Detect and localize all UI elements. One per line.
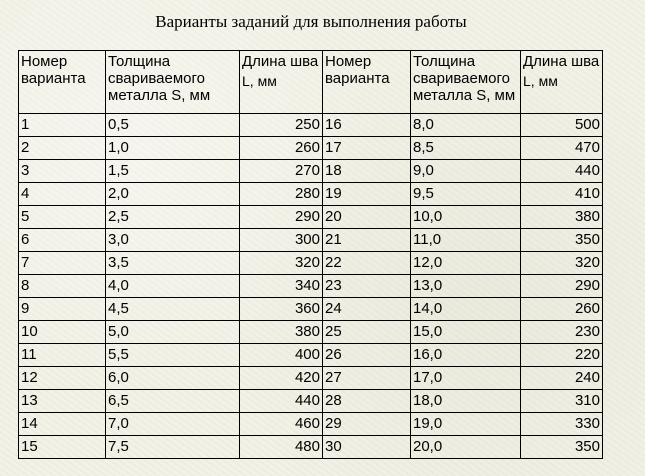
thickness-cell: 9,0	[411, 160, 521, 183]
thickness-cell: 4,5	[106, 298, 240, 321]
length-cell: 440	[521, 160, 603, 183]
table-row	[19, 413, 603, 436]
variant-number-cell: 11	[19, 344, 106, 367]
thickness-cell: 12,0	[411, 252, 521, 275]
header-thickness-line1: Толщина	[108, 53, 171, 70]
variant-number-cell: 6	[19, 229, 106, 252]
table-row	[19, 275, 603, 298]
thickness-cell: 0,5	[106, 114, 240, 137]
table-row	[19, 344, 603, 367]
thickness-cell: 10,0	[411, 206, 521, 229]
length-cell: 260	[240, 137, 323, 160]
length-cell: 380	[240, 321, 323, 344]
variant-number-cell: 24	[323, 298, 411, 321]
table-body	[19, 114, 603, 459]
header-length-line2: L, мм	[523, 73, 558, 89]
thickness-cell: 2,0	[106, 183, 240, 206]
length-cell: 320	[240, 252, 323, 275]
length-cell: 290	[240, 206, 323, 229]
thickness-cell: 7,5	[106, 436, 240, 459]
header-variant-line1: Номер	[21, 53, 68, 70]
length-cell: 250	[240, 114, 323, 137]
thickness-cell: 17,0	[411, 367, 521, 390]
variant-number-cell: 8	[19, 275, 106, 298]
thickness-cell: 5,5	[106, 344, 240, 367]
length-cell: 460	[240, 413, 323, 436]
header-thickness-right	[411, 51, 521, 114]
header-thickness-line3: металла S, мм	[413, 87, 516, 104]
length-cell: 480	[240, 436, 323, 459]
table-row	[19, 390, 603, 413]
length-cell: 410	[521, 183, 603, 206]
variant-number-cell: 19	[323, 183, 411, 206]
thickness-cell: 15,0	[411, 321, 521, 344]
variant-number-cell: 30	[323, 436, 411, 459]
header-variant-line2: варианта	[325, 70, 390, 87]
table-row	[19, 183, 603, 206]
thickness-cell: 4,0	[106, 275, 240, 298]
thickness-cell: 19,0	[411, 413, 521, 436]
length-cell: 340	[240, 275, 323, 298]
variant-number-cell: 1	[19, 114, 106, 137]
variant-number-cell: 28	[323, 390, 411, 413]
length-cell: 220	[521, 344, 603, 367]
table-row	[19, 252, 603, 275]
header-variant-line1: Номер	[325, 53, 372, 70]
length-cell: 440	[240, 390, 323, 413]
thickness-cell: 20,0	[411, 436, 521, 459]
length-cell: 230	[521, 321, 603, 344]
table-row	[19, 160, 603, 183]
thickness-cell: 6,5	[106, 390, 240, 413]
length-cell: 260	[521, 298, 603, 321]
length-cell: 360	[240, 298, 323, 321]
table-row	[19, 114, 603, 137]
table-row	[19, 367, 603, 390]
variant-number-cell: 10	[19, 321, 106, 344]
length-cell: 380	[521, 206, 603, 229]
table-row	[19, 436, 603, 459]
table-row	[19, 206, 603, 229]
table-row	[19, 321, 603, 344]
variant-number-cell: 9	[19, 298, 106, 321]
thickness-cell: 11,0	[411, 229, 521, 252]
thickness-cell: 5,0	[106, 321, 240, 344]
header-variant-line2: варианта	[21, 70, 86, 87]
variant-number-cell: 18	[323, 160, 411, 183]
table-header-row	[19, 51, 603, 114]
variant-number-cell: 25	[323, 321, 411, 344]
length-cell: 420	[240, 367, 323, 390]
header-length-left	[240, 51, 323, 114]
thickness-cell: 8,5	[411, 137, 521, 160]
header-variant-number-left	[19, 51, 106, 114]
variant-number-cell: 20	[323, 206, 411, 229]
header-thickness-line3: металла S, мм	[108, 87, 211, 104]
thickness-cell: 1,5	[106, 160, 240, 183]
variant-number-cell: 16	[323, 114, 411, 137]
thickness-cell: 3,0	[106, 229, 240, 252]
variant-number-cell: 27	[323, 367, 411, 390]
length-cell: 500	[521, 114, 603, 137]
header-length-line1: Длина шва	[523, 53, 600, 70]
table-row	[19, 298, 603, 321]
length-cell: 290	[521, 275, 603, 298]
header-length-right	[521, 51, 603, 114]
length-cell: 270	[240, 160, 323, 183]
header-length-line1: Длина шва	[242, 53, 319, 70]
table-row	[19, 137, 603, 160]
variant-number-cell: 3	[19, 160, 106, 183]
variants-table	[18, 50, 603, 459]
thickness-cell: 9,5	[411, 183, 521, 206]
thickness-cell: 18,0	[411, 390, 521, 413]
thickness-cell: 7,0	[106, 413, 240, 436]
thickness-cell: 3,5	[106, 252, 240, 275]
variant-number-cell: 13	[19, 390, 106, 413]
thickness-cell: 2,5	[106, 206, 240, 229]
header-thickness-line2: свариваемого	[108, 70, 205, 87]
thickness-cell: 8,0	[411, 114, 521, 137]
length-cell: 350	[521, 436, 603, 459]
thickness-cell: 16,0	[411, 344, 521, 367]
page-title: Варианты заданий для выполнения работы	[155, 12, 467, 31]
variant-number-cell: 23	[323, 275, 411, 298]
length-cell: 280	[240, 183, 323, 206]
variant-number-cell: 2	[19, 137, 106, 160]
variant-number-cell: 4	[19, 183, 106, 206]
length-cell: 240	[521, 367, 603, 390]
length-cell: 320	[521, 252, 603, 275]
variant-number-cell: 15	[19, 436, 106, 459]
thickness-cell: 1,0	[106, 137, 240, 160]
variant-number-cell: 26	[323, 344, 411, 367]
length-cell: 350	[521, 229, 603, 252]
variant-number-cell: 17	[323, 137, 411, 160]
header-length-line2: L, мм	[242, 73, 277, 89]
variant-number-cell: 12	[19, 367, 106, 390]
thickness-cell: 13,0	[411, 275, 521, 298]
table-row	[19, 229, 603, 252]
header-thickness-line1: Толщина	[413, 53, 476, 70]
header-thickness-left	[106, 51, 240, 114]
variant-number-cell: 14	[19, 413, 106, 436]
thickness-cell: 6,0	[106, 367, 240, 390]
length-cell: 300	[240, 229, 323, 252]
header-thickness-line2: свариваемого	[413, 70, 510, 87]
header-variant-number-right	[323, 51, 411, 114]
variant-number-cell: 22	[323, 252, 411, 275]
thickness-cell: 14,0	[411, 298, 521, 321]
variant-number-cell: 7	[19, 252, 106, 275]
variant-number-cell: 29	[323, 413, 411, 436]
length-cell: 400	[240, 344, 323, 367]
length-cell: 310	[521, 390, 603, 413]
variant-number-cell: 5	[19, 206, 106, 229]
variant-number-cell: 21	[323, 229, 411, 252]
length-cell: 330	[521, 413, 603, 436]
length-cell: 470	[521, 137, 603, 160]
